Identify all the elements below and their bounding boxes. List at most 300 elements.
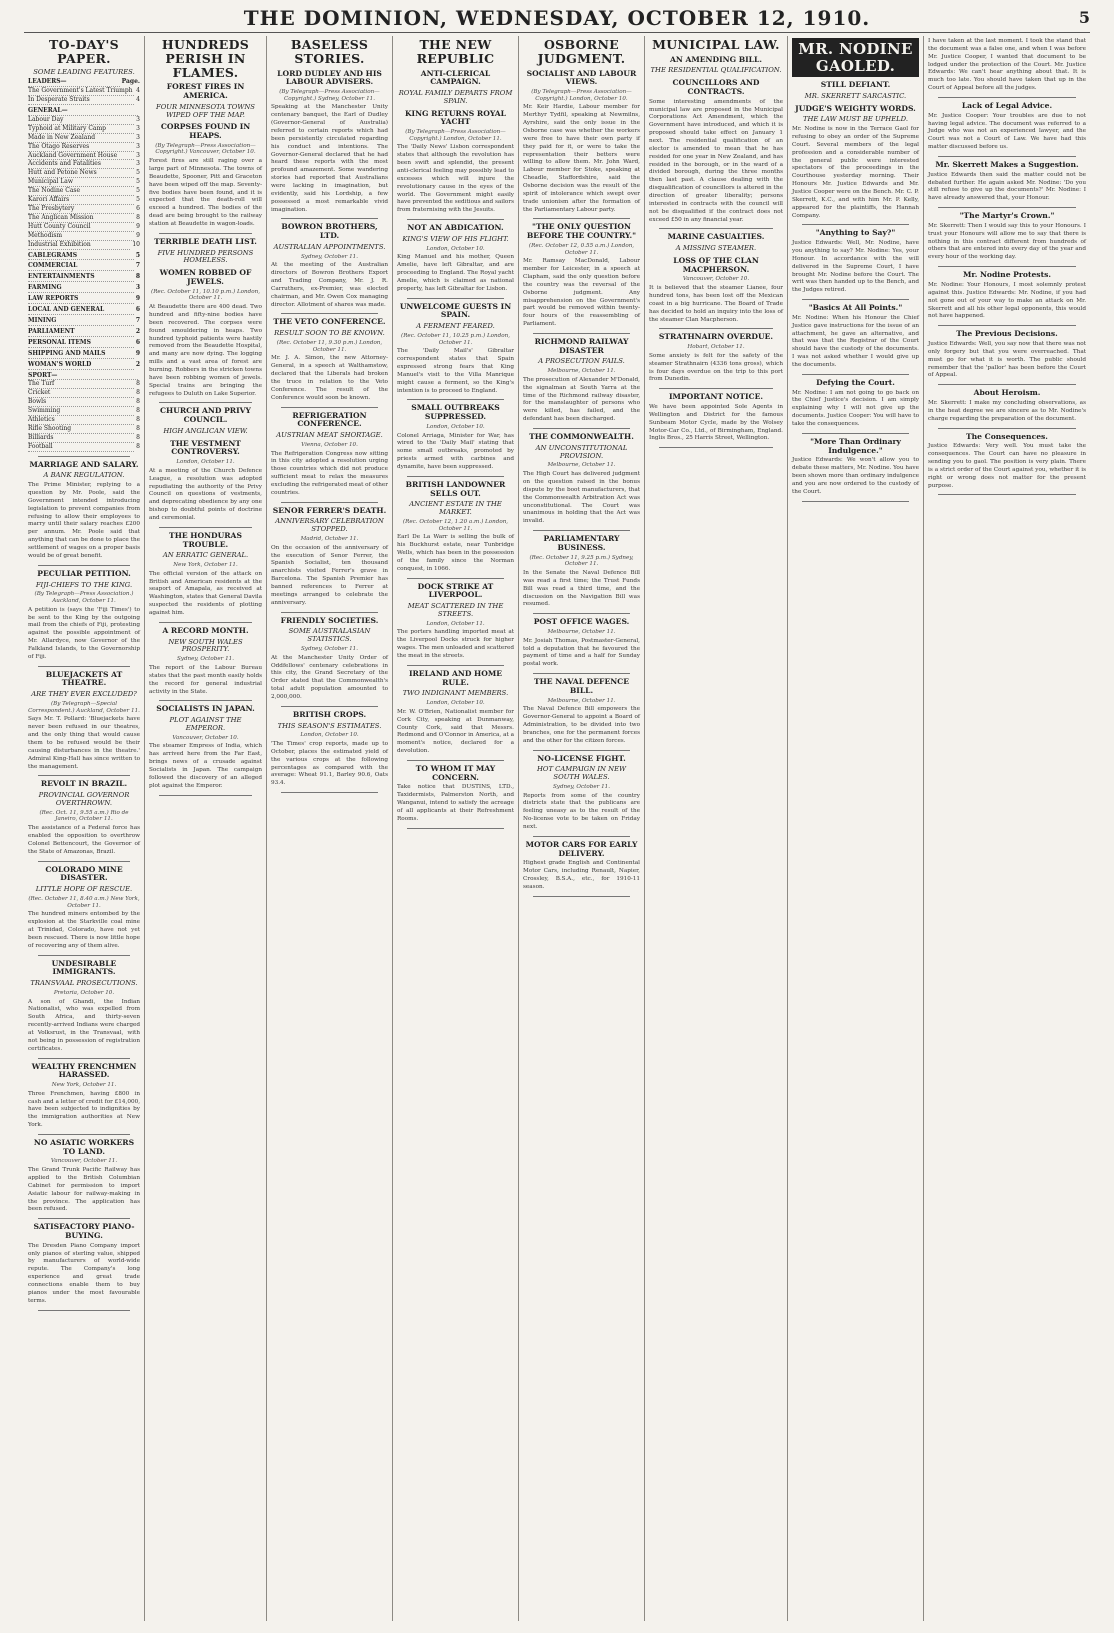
article-body: The Naval Defence Bill empowers the Governor-General to appoint a Board of Administration, to be divided into two branches, one for the permanent forces and the other for the citizen forces. — [523, 706, 640, 744]
article-heading: The Previous Decisions. — [956, 329, 1058, 339]
divider — [802, 374, 909, 375]
article-subheading: FIVE HUNDRED PERSONS HOMELESS. — [157, 248, 254, 265]
divider — [281, 502, 378, 503]
column-2 — [145, 36, 267, 1621]
divider — [802, 224, 909, 225]
index-label: The Presbytery — [28, 205, 134, 214]
divider — [659, 328, 773, 329]
divider — [533, 530, 630, 531]
article-body: Mr. Ramsay MacDonald, Labour member for Leicester, in a speech at Clapham, said the only question before the country was the reversal of the Osborne judgment. Any misapprehension on the Government's part would be removed within twenty-four hours of the reassembling of Parliament. — [523, 258, 640, 328]
column-title: MUNICIPAL LAW. — [652, 37, 780, 52]
index-page: 6 — [135, 338, 140, 346]
article-body: Justice Edwards: We won't allow you to debate these matters, Mr. Nodine. You have been shown more than ordinary indulgence and you are now ordered to the custody of the Court. — [792, 457, 919, 495]
article-heading: FOREST FIRES IN AMERICA. — [166, 82, 245, 100]
divider — [407, 665, 504, 666]
article-dateline: London, October 10. — [300, 732, 359, 739]
article-heading: "More Than Ordinary Indulgence." — [810, 436, 901, 455]
index-page: 3 — [136, 151, 140, 159]
article-body: Mr. Keir Hardie, Labour member for Merthyr Tydfil, speaking at Newmilns, Ayrshire, said the only issue in the Osborne case was whether the workers were free to have their own party if they paid for it, or were to take the representation their betters were willing to allow them. Mr. John Ward, Labour member for Stoke, speaking at Cheadle, Staffordshire, said the Osborne decision was the result of the spirit of intolerance which swept over trade unionism after the formation of the Parliamentary Labour party. — [523, 104, 640, 213]
index-row — [28, 284, 140, 293]
index-row — [28, 350, 140, 359]
article-body: Some anxiety is felt for the safety of the steamer Strathnairn (4336 tons gross), which is four days overdue on the trip to this port from Dunedin. — [649, 352, 783, 383]
article-dateline: Vancouver, October 11. — [50, 1158, 118, 1165]
article-dateline: Pretoria, October 10. — [53, 989, 115, 996]
divider — [938, 428, 1076, 429]
article-dateline: (Rec. October 12, 0.55 a.m.) London, October 11. — [528, 242, 635, 256]
article-body: Mr. Nodine: Your Honours, I most solemnly protest against this. Justice Edwards: Mr. Nodine, if you had not gone out of your way to make an attack on Mr. Skerrett and all his other legal opponents, this would not have happened. — [928, 281, 1086, 320]
index-page: 3 — [136, 142, 140, 150]
article-subheading: THIS SEASON'S ESTIMATES. — [277, 721, 382, 730]
index-page: 8 — [136, 442, 140, 450]
article — [149, 627, 262, 701]
article — [649, 233, 783, 329]
article — [397, 404, 514, 476]
index-row — [28, 178, 140, 187]
index-page: 9 — [136, 231, 140, 239]
index-row — [28, 317, 140, 326]
index-page: 9 — [136, 222, 140, 230]
article-dateline: (Rec. October 11, 9.25 p.m.) Sydney, October 11. — [529, 554, 634, 568]
article-body: At Beaudette there are 400 dead. Two hundred and fifty-nine bodies have been recovered. The corpses were found smouldering in heaps. Two hundred typhoid patients were hastily removed from the Beaudette Hospital, and many are now dying. The logging mills and a vast area of forest are burning. Robbers in the stricken towns have been robbing women of jewels. Special trains are bringing the refugees to Duluth on Lake Superior. — [149, 304, 263, 397]
index-page: 5 — [136, 178, 140, 186]
article — [397, 670, 514, 761]
article-body: Mr. Josiah Thomas, Postmaster-General, told a deputation that he favoured the payment of time and a half for Sunday postal work. — [523, 637, 640, 668]
article-body: Justice Edwards then said the matter could not be debated further. He again asked Mr. Nodine: 'Do you still refuse to give up the documents?' Mr. Nodine: I have already answered that, your Honour. — [928, 171, 1086, 202]
article — [792, 304, 919, 375]
article-dateline: Sydney, October 11. — [176, 656, 235, 663]
index-label: Bowls — [28, 398, 134, 407]
index-label: Cricket — [28, 389, 134, 398]
article-subheading: NEW SOUTH WALES PROSPERITY. — [168, 637, 243, 654]
columns — [24, 36, 1090, 1621]
index-page: 5 — [136, 187, 140, 195]
index-row — [28, 116, 140, 125]
article-dateline: (By Telegraph—Special Correspondent.) Auckland, October 11. — [28, 700, 140, 714]
article-dateline: New York, October 11. — [51, 1081, 117, 1088]
article-body: At a meeting of the Church Defence League, a resolution was adopted repudiating the authority of the Privy Council on questions of vestments, and deprecating obedience by any one bishop to doubtful points of doctrine and ceremonial. — [149, 467, 262, 521]
article-heading: MARRIAGE AND SALARY. — [29, 459, 139, 469]
index-label: CABLEGRAMS — [28, 252, 134, 261]
article — [149, 83, 262, 234]
index-row — [28, 143, 140, 152]
divider — [38, 1218, 130, 1219]
column-8 — [924, 36, 1090, 1621]
index-page: 9 — [135, 295, 140, 303]
article-heading: IMPORTANT NOTICE. — [668, 392, 764, 402]
divider — [407, 399, 504, 400]
divider — [407, 760, 504, 761]
index-row — [28, 252, 140, 261]
article-subheading: A BANK REGULATION. — [43, 471, 125, 480]
divider — [159, 233, 252, 234]
article — [523, 223, 640, 334]
article-body: The official version of the attack on British and American residents at the seaport of Amapala, as received at Washington, states that General Davila suspected the residents of plotting against him. — [149, 570, 262, 617]
index-page: 5 — [135, 251, 140, 259]
article — [792, 81, 919, 225]
index-row — [28, 372, 140, 381]
article — [397, 765, 514, 829]
article-body: Forest fires are still raging over a large part of Minnesota. The towns of Beaudette, Spooner, Pitt and Graceton have been wiped off the map. Seventy-five bodies have been found, and it is expected that the death-roll will exceed a hundred. The bodies of the dead are being brought to the railway station at Beaudette in wagon-loads. — [149, 158, 262, 228]
article — [523, 841, 640, 897]
article-subheading: ANNIVERSARY CELEBRATION STOPPED. — [275, 517, 384, 534]
article-subheading: MEAT SCATTERED IN THE STREETS. — [407, 602, 504, 618]
article-dateline: London, October 11. — [176, 459, 235, 466]
index-page: 8 — [136, 398, 140, 406]
article-body: Highest grade English and Continental Motor Cars, including Renault, Napier, Crossley, B.S.A., etc., for 1910-11 season. — [523, 860, 640, 890]
divider — [938, 384, 1076, 385]
article — [928, 161, 1086, 208]
column-4 — [393, 36, 519, 1621]
article-dateline: Vancouver, October 10. — [172, 734, 239, 741]
article-subheading: ARE THEY EVER EXCLUDED? — [31, 690, 137, 699]
divider — [938, 207, 1076, 208]
index-page: 8 — [136, 407, 140, 415]
article-dateline: Madrid, October 11. — [300, 536, 359, 543]
article-heading: The Consequences. — [966, 431, 1048, 441]
article-heading: THE NAVAL DEFENCE BILL. — [533, 677, 630, 695]
article — [523, 433, 640, 531]
divider — [38, 1134, 130, 1135]
index-row — [28, 407, 140, 416]
article-heading: A RECORD MONTH. — [162, 625, 249, 635]
article — [523, 535, 640, 614]
index-page: 5 — [136, 196, 140, 204]
index-row — [28, 398, 140, 407]
article-dateline: Melbourne, October 11. — [547, 368, 616, 375]
article — [28, 780, 140, 861]
article-dateline: Vienna, October 10. — [301, 441, 358, 448]
article-dateline: New York, October 11. — [173, 562, 238, 569]
article-body: Mr. Nodine: I am not going to go back on the Chief Justice's decision. I am simply explaining why I will not give up the documents. Justice Cooper: You will have to take the consequences. — [792, 389, 919, 427]
article-subheading: PLOT AGAINST THE EMPEROR. — [169, 716, 242, 732]
index-page: Page. — [121, 78, 140, 86]
article-heading: "Anything to Say?" — [815, 228, 896, 238]
index-label: In Desperate Straits — [28, 96, 134, 105]
article-subheading: HOT CAMPAIGN IN NEW SOUTH WALES. — [536, 765, 627, 782]
article-subheading-2: WOMEN ROBBED OF JEWELS. — [159, 268, 252, 286]
index-label: The Turf — [28, 380, 134, 389]
divider — [407, 476, 504, 477]
article-heading: PECULIAR PETITION. — [37, 568, 131, 578]
article-dateline: (Rec. October 12, 1.20 a.m.) London, October 11. — [402, 518, 509, 532]
article-heading: CHURCH AND PRIVY COUNCIL. — [160, 406, 251, 425]
index-row — [28, 134, 140, 143]
divider — [533, 896, 630, 897]
article-subheading-2: COUNCILLORS AND CONTRACTS. — [672, 78, 760, 96]
index-row — [28, 232, 140, 241]
article-body: King Manuel and his mother, Queen Amelie, have left Gibraltar, and are proceeding to England. The Royal yacht Amelie, which is claimed as national property, has left Gibraltar for Lisbon. — [397, 254, 514, 292]
index-page: 6 — [136, 205, 140, 212]
divider — [533, 218, 630, 219]
article-heading: LORD DUDLEY AND HIS LABOUR ADVISERS. — [277, 68, 382, 87]
article-heading: Defying the Court. — [816, 377, 895, 387]
index-label: Typhoid at Military Camp — [28, 125, 134, 134]
index-label: Methodism — [28, 232, 134, 241]
article-body: 'The Times' crop reports, made up to October, places the estimated yield of the various crops at the following percentages as compared with the average: Wheat 91.1, Barley 90.6, Oats 93.4. — [271, 741, 388, 787]
article-heading: THE COMMONWEALTH. — [529, 432, 634, 442]
article-heading: REVOLT IN BRAZIL. — [40, 779, 128, 789]
index-label: Billiards — [28, 434, 134, 443]
article — [397, 583, 514, 666]
article-body: The High Court has delivered judgment on the question raised in the bonus dispute by the boot manufacturers, that the Commonwealth Arbitration Act was unconstitutional. The Court was unanimous in holding that the Act was invalid. — [523, 471, 640, 525]
column-title: TO-DAY'S PAPER. — [49, 37, 119, 66]
index-row — [28, 196, 140, 205]
article-dateline: Hobart, October 11. — [687, 344, 745, 351]
article-body: At the meeting of the Australian directors of Bowron Brothers Export and Trading Company, Mr. J. R. Carruthers, ex-Premier, was elected chairman, and Mr. Owen Cox managing director. Allotment of shares was made. — [271, 262, 388, 308]
index-label: SHIPPING AND MAILS — [28, 350, 134, 359]
article — [28, 570, 140, 667]
article — [928, 389, 1086, 428]
index-page: 8 — [136, 380, 140, 388]
index-page: 4 — [136, 87, 140, 95]
article-dateline: London, October 10. — [426, 700, 485, 707]
article-subheading: A PROSECUTION FAILS. — [538, 357, 625, 366]
article-dateline: London, October 11. — [426, 620, 485, 627]
index-label: Rifle Shooting — [28, 425, 134, 434]
article-body: A son of Ghandi, the Indian Nationalist, who was expelled from South Africa, and thirty-seven recently-arrived Indians were charged at Volksrust, in the Transvaal, with not being in possession of registration certificates. — [28, 998, 140, 1052]
article-heading: STRATHNAIRN OVERDUE. — [658, 332, 774, 342]
divider — [407, 578, 504, 579]
index-page: 8 — [135, 273, 140, 281]
article — [28, 671, 140, 777]
divider — [659, 388, 773, 389]
article — [928, 433, 1086, 496]
index-label: WOMAN'S WORLD — [28, 361, 134, 370]
index-label: Accidents and Fatalities — [28, 160, 134, 169]
divider — [38, 861, 130, 862]
article-heading: THE HONDURAS TROUBLE. — [169, 530, 242, 549]
article-body: Justice Edwards: Well, Mr. Nodine, have you anything to say? Mr. Nodine: Yes, your Honour. In accordance with the will delivered in the Supreme Court, I have brought Mr. Nodine before the Court. The writ was then handed up to the Bench, and the Judges retired. — [792, 240, 919, 294]
article-body: It is believed that the steamer Lianee, four hundred tons, has been lost off the Mexican coast in a big hurricane. The Board of Trade has decided to hold an inquiry into the loss of the steamer Clan Macpherson. — [649, 285, 783, 323]
article-heading: NOT AN ABDICATION. — [407, 223, 504, 233]
article-subheading-2: JUDGE'S WEIGHTY WORDS. — [795, 103, 916, 113]
article-heading: About Heroism. — [973, 388, 1041, 398]
index-page: 3 — [136, 124, 140, 132]
divider — [38, 1310, 130, 1311]
index-label: The Government's Latest Triumph — [28, 87, 133, 95]
index-row — [28, 339, 140, 348]
article-subheading: LITTLE HOPE OF RESCUE. — [35, 885, 133, 894]
article-heading: WEALTHY FRENCHMEN HARASSED. — [31, 1061, 137, 1080]
article-subheading: AN ERRATIC GENERAL. — [162, 551, 249, 560]
article — [792, 438, 919, 502]
column-title: MR. NODINE GAOLED. — [792, 38, 919, 77]
article-body: At the Manchester Unity Order of Oddfellows' centenary celebrations in this city, the Grand Secretary of the Order stated that the Commonwealth's total adult population amounted to 2,000,000. — [271, 654, 388, 700]
article — [397, 481, 514, 579]
divider — [38, 955, 130, 956]
article-body: Three Frenchmen, having £800 in cash and a letter of credit for £14,000, have been subjected to indignities by the immigration authorities at New York. — [28, 1090, 140, 1129]
article-dateline: (Rec. Oct. 11, 9.55 a.m.) Rio de Janeiro, October 11. — [39, 809, 129, 823]
article — [28, 461, 140, 566]
index-row — [28, 241, 140, 250]
divider — [159, 622, 252, 623]
article-subheading: FIJI-CHIEFS TO THE KING. — [35, 580, 133, 589]
divider — [533, 750, 630, 751]
article-subheading: HIGH ANGLICAN VIEW. — [163, 426, 248, 435]
article-body: Justice Edwards: Very well. You must take the consequences. The Court can have no pleasure in sending you to gaol. The position is very plain. There is a strict order of the Court against you, whether it is right or wrong does not matter for the present purpose. — [928, 443, 1086, 489]
divider — [159, 402, 252, 403]
article-dateline: Melbourne, October 11. — [547, 697, 616, 704]
masthead-title: THE DOMINION, WEDNESDAY, OCTOBER 12, 1910. — [243, 6, 871, 30]
index-page: 5 — [136, 169, 140, 177]
article-subheading: AUSTRIAN MEAT SHORTAGE. — [276, 431, 383, 440]
divider — [802, 433, 909, 434]
index-label: Auckland Government House — [28, 152, 134, 161]
index-label: LAW REPORTS — [28, 295, 134, 304]
index-page: 9 — [135, 349, 140, 357]
article-dateline: London, October 10. — [426, 245, 485, 252]
index-row — [28, 443, 140, 452]
index-label: FARMING — [28, 284, 134, 293]
article-heading: "Basics At All Points." — [808, 303, 903, 313]
article — [792, 379, 919, 434]
article-body: The prosecution of Alexander M'Donald, the signalman at South Yarra at the time of the Richmond railway disaster, for the manslaughter of persons who were killed, has failed, and the defendant has been discharged. — [523, 376, 640, 423]
index-row — [28, 205, 140, 214]
article — [649, 56, 783, 230]
article-dateline: (By Telegraph—Press Association—Copyright.) London, October 10. — [531, 88, 632, 102]
index-label: LOCAL AND GENERAL — [28, 306, 134, 315]
article — [397, 70, 514, 221]
article — [523, 338, 640, 429]
article — [271, 711, 388, 793]
index-label: The Nodine Case — [28, 187, 134, 196]
article-subheading-3: THE LAW MUST BE UPHELD. — [802, 115, 909, 124]
article-body: Mr. W. O'Brien, Nationalist member for Cork City, speaking at Dunmanway, County Cork, said that Messrs. Redmond and O'Connor in America, at a moment's notice, declared for a devolution. — [397, 708, 514, 755]
article-heading: NO ASIATIC WORKERS TO LAND. — [33, 1137, 135, 1156]
article — [271, 223, 388, 314]
article-body: I have taken at the last moment. I took the stand that the document was a false one, and when I was before Mr. Justice Cooper, I wanted that document to be lodged under the protection of the Court. Mr. Justice Edwards: We can't hear anything about that. It is much too late. You should have taken that up in the Court of Appeal before all the judges. — [928, 38, 1086, 92]
article-body: Take notice that DUSTINS, LTD., Taxidermists, Palmerston North, and Wanganui, intend to satisfy the acreage of all applicants at their Refreshment Rooms. — [397, 784, 514, 822]
article-subheading: SOME AUSTRALASIAN STATISTICS. — [288, 627, 371, 644]
divider — [281, 706, 378, 707]
article — [523, 618, 640, 674]
index-row — [28, 425, 140, 434]
column-1 — [24, 36, 145, 1621]
article — [271, 70, 388, 220]
article-dateline: Melbourne, October 11. — [547, 462, 616, 469]
index-label: Municipal Law — [28, 178, 134, 187]
article — [928, 38, 1086, 98]
divider — [533, 428, 630, 429]
article-subheading: A FERMENT FEARED. — [416, 322, 495, 331]
index-label: MINING — [28, 317, 134, 326]
index-row — [28, 223, 140, 232]
index-label: Football — [28, 443, 134, 452]
index-label: LEADERS— — [28, 78, 120, 87]
article-heading: AN AMENDING BILL. — [669, 54, 762, 64]
article-subheading: A MISSING STEAMER. — [675, 244, 757, 253]
article-body: Mr. Justice Cooper: Your troubles are due to not having legal advice. The document was referred to a Judge who was not an experienced lawyer, and the Court was not a Court of Law. We have had this matter discussed before us. — [928, 112, 1086, 151]
divider — [281, 218, 378, 219]
divider — [533, 673, 630, 674]
article-heading: UNWELCOME GUESTS IN SPAIN. — [399, 301, 512, 320]
article-heading: UNDESIRABLE IMMIGRANTS. — [51, 958, 117, 977]
divider — [938, 325, 1076, 326]
article-heading: IRELAND AND HOME RULE. — [408, 668, 503, 687]
index-label: The Anglican Mission — [28, 214, 134, 223]
article-body: On the occasion of the anniversary of the execution of Senor Ferrer, the Spanish Socialist, ten thousand anarchists visited Ferrer's grave in Barcelona. The Spanish Premier has banned references to Ferrer at meetings arranged to celebrate the anniversary. — [271, 544, 388, 606]
column-title: OSBORNE JUDGMENT. — [537, 37, 626, 66]
divider — [38, 1058, 130, 1059]
article — [792, 229, 919, 300]
article-body: In the Senate the Naval Defence Bill was read a first time; the Trust Funds Bill was read a third time, and the discussion on the Navigation Bill was resumed. — [523, 569, 640, 608]
divider — [533, 613, 630, 614]
article-heading: "THE ONLY QUESTION BEFORE THE COUNTRY." — [526, 222, 637, 241]
divider — [938, 97, 1076, 98]
index-row — [28, 389, 140, 398]
article-dateline: Vancouver, October 10. — [682, 276, 750, 283]
index-row — [28, 96, 140, 105]
article-body: The Dresden Piano Company import only pianos of sterling value, shipped by manufacturers of world-wide repute. The Company's long experience and great trade connections enable them to buy pianos under the most favourable terms. — [28, 1242, 140, 1304]
article-body: The steamer Empress of India, which has arrived here from the Far East, brings news of a crusade against Socialists in Japan. The campaign followed the discovery of an alleged plot against the Emperor. — [149, 743, 262, 789]
index-page: 7 — [135, 316, 140, 324]
article-heading: PARLIAMENTARY BUSINESS. — [543, 534, 620, 552]
article-dateline: London, October 10. — [426, 423, 485, 430]
column-subtitle: SOME LEADING FEATURES. — [33, 67, 135, 76]
index-row — [28, 295, 140, 304]
article-body: The Refrigeration Congress now sitting in this city adopted a resolution urging those countries which did not produce sufficient meat to relax the measures excluding the refrigerated meat of other countries. — [271, 450, 388, 496]
article-subheading: ANCIENT ESTATE IN THE MARKET. — [409, 500, 502, 517]
article-dateline: (Rec. October 11, 9.30 p.m.) London, October 11. — [276, 340, 383, 353]
contents-index — [28, 78, 140, 451]
article-body: Colonel Arriaga, Minister for War, has wired to the 'Daily Mail' stating that some small outbreaks, promoted by priests armed with carbines and dynamite, have been suppressed. — [397, 432, 514, 471]
index-label: Athletics — [28, 416, 134, 425]
index-row — [28, 434, 140, 443]
article — [28, 1223, 140, 1310]
divider — [38, 565, 130, 566]
index-page: 8 — [136, 389, 140, 397]
divider — [281, 792, 378, 793]
index-row — [28, 214, 140, 223]
article — [523, 70, 640, 220]
index-label: SPORT— — [28, 372, 138, 381]
article-subheading: THE RESIDENTIAL QUALIFICATION. — [650, 66, 782, 75]
article — [928, 102, 1086, 157]
index-label: Hutt County Council — [28, 223, 134, 232]
article-heading: TO WHOM IT MAY CONCERN. — [415, 764, 496, 782]
article — [649, 333, 783, 389]
index-label: Made in New Zealand — [28, 134, 134, 143]
article — [149, 407, 262, 527]
article — [28, 1139, 140, 1219]
article-dateline: (Rec. October 11, 8.40 a.m.) New York, October 11. — [28, 895, 140, 909]
article-body: Mr. Skerrett: I make my concluding observations, as in the heat degree we are sincere as to Mr. Nodine's charge regarding the preparation of the document. — [928, 399, 1086, 422]
article-heading: SENOR FERRER'S DEATH. — [272, 505, 387, 515]
article-heading: SATISFACTORY PIANO-BUYING. — [33, 1222, 135, 1240]
divider — [38, 456, 130, 457]
index-row — [28, 125, 140, 134]
article-subheading-2: LOSS OF THE CLAN MACPHERSON. — [673, 256, 759, 274]
index-row — [28, 328, 140, 337]
article-subheading: AUSTRALIAN APPOINTMENTS. — [273, 242, 386, 251]
index-row — [28, 78, 140, 87]
article — [149, 532, 262, 623]
article-heading: REFRIGERATION CONFERENCE. — [292, 410, 367, 429]
article — [523, 678, 640, 750]
index-label: The Otago Reserves — [28, 143, 134, 152]
divider — [802, 299, 909, 300]
divider — [159, 527, 252, 528]
divider — [38, 775, 130, 776]
index-label: Swimming — [28, 407, 134, 416]
article-body: Some interesting amendments of the municipal law are proposed in the Municipal Corporations Act Amendment, which the Government have introduced, and which it is proposed should take effect on January 1 next. The residential qualification of an elector is amended to mean that he has resided for one year in New Zealand, and has resided in the borough, or in the ward of a divided borough, during the three months then last past. A clause dealing with the disqualification of councillors is altered in the direction of greater liberality; persons interested in contracts with the council will not be disqualified if the contract does not exceed £50 in any financial year. — [649, 98, 783, 223]
article-subheading: AN UNCONSTITUTIONAL PROVISION. — [535, 443, 628, 460]
article-dateline: (By Telegraph—Press Association—Copyright.) Sydney, October 11. — [279, 88, 380, 102]
article-body: The Grand Trunk Pacific Railway has applied to the British Columbian Cabinet for permission to import Asiatic labour for railway-making in the province. The application has been refused. — [28, 1167, 140, 1213]
article-heading: "The Martyr's Crown." — [959, 211, 1055, 221]
article — [271, 617, 388, 707]
column-title: HUNDREDS PERISH IN FLAMES. — [161, 37, 250, 80]
